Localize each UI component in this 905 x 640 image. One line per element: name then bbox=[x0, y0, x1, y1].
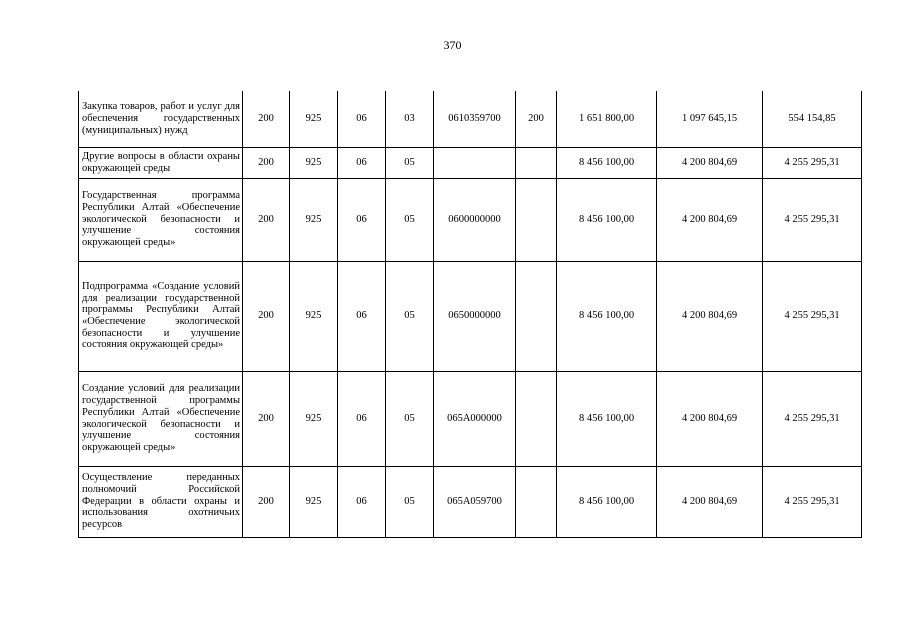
cell-code: 06 bbox=[338, 178, 386, 261]
cell-code: 06 bbox=[338, 371, 386, 466]
cell-code bbox=[516, 371, 557, 466]
cell-code: 0650000000 bbox=[434, 261, 516, 371]
cell-code: 06 bbox=[338, 147, 386, 178]
table-row bbox=[79, 261, 862, 371]
cell-code: 200 bbox=[243, 261, 290, 371]
cell-code: 925 bbox=[290, 147, 338, 178]
row-description: Подпрограмма «Создание условий для реализации государственной программы Республики Алтай «Обеспечение экологической безопасности и улучшение состояния окружающей среды» bbox=[79, 261, 243, 371]
cell-code: 925 bbox=[290, 466, 338, 537]
table-row bbox=[79, 178, 862, 261]
cell-amount: 4 200 804,69 bbox=[657, 371, 763, 466]
cell-code: 06 bbox=[338, 261, 386, 371]
cell-amount: 1 651 800,00 bbox=[557, 91, 657, 147]
cell-code: 925 bbox=[290, 178, 338, 261]
table-row bbox=[79, 371, 862, 466]
cell-amount: 4 255 295,31 bbox=[763, 261, 862, 371]
cell-amount: 4 255 295,31 bbox=[763, 371, 862, 466]
cell-code bbox=[516, 147, 557, 178]
cell-amount: 4 200 804,69 bbox=[657, 261, 763, 371]
cell-code: 05 bbox=[386, 147, 434, 178]
cell-amount: 8 456 100,00 bbox=[557, 147, 657, 178]
cell-amount: 4 255 295,31 bbox=[763, 466, 862, 537]
cell-amount: 4 200 804,69 bbox=[657, 147, 763, 178]
cell-code: 05 bbox=[386, 371, 434, 466]
row-description: Создание условий для реализации государственной программы Республики Алтай «Обеспечение экологической безопасности и улучшение состояния окружающей среды» bbox=[79, 371, 243, 466]
cell-code: 200 bbox=[516, 91, 557, 147]
cell-code: 925 bbox=[290, 91, 338, 147]
row-description: Осуществление переданных полномочий Российской Федерации в области охраны и использования охотничьих ресурсов bbox=[79, 466, 243, 537]
budget-table bbox=[78, 91, 862, 538]
cell-code: 065А059700 bbox=[434, 466, 516, 537]
cell-code: 05 bbox=[386, 466, 434, 537]
cell-amount: 8 456 100,00 bbox=[557, 371, 657, 466]
cell-code: 05 bbox=[386, 178, 434, 261]
row-description: Другие вопросы в области охраны окружающей среды bbox=[79, 147, 243, 178]
cell-code bbox=[516, 178, 557, 261]
cell-amount: 8 456 100,00 bbox=[557, 178, 657, 261]
table-row bbox=[79, 466, 862, 537]
cell-code: 065А000000 bbox=[434, 371, 516, 466]
cell-code bbox=[434, 147, 516, 178]
table-row bbox=[79, 147, 862, 178]
cell-code: 03 bbox=[386, 91, 434, 147]
cell-code: 0610359700 bbox=[434, 91, 516, 147]
cell-amount: 4 200 804,69 bbox=[657, 178, 763, 261]
cell-amount: 4 255 295,31 bbox=[763, 147, 862, 178]
cell-code: 925 bbox=[290, 371, 338, 466]
cell-amount: 554 154,85 bbox=[763, 91, 862, 147]
cell-amount: 4 200 804,69 bbox=[657, 466, 763, 537]
cell-code: 200 bbox=[243, 147, 290, 178]
row-description: Закупка товаров, работ и услуг для обеспечения государственных (муниципальных) нужд bbox=[79, 91, 243, 147]
page-number: 370 bbox=[443, 38, 462, 52]
cell-code bbox=[516, 261, 557, 371]
cell-code: 200 bbox=[243, 466, 290, 537]
table-row bbox=[79, 91, 862, 147]
cell-code: 0600000000 bbox=[434, 178, 516, 261]
cell-code: 06 bbox=[338, 91, 386, 147]
cell-code: 200 bbox=[243, 91, 290, 147]
cell-code bbox=[516, 466, 557, 537]
cell-amount: 8 456 100,00 bbox=[557, 466, 657, 537]
cell-amount: 1 097 645,15 bbox=[657, 91, 763, 147]
cell-code: 05 bbox=[386, 261, 434, 371]
cell-amount: 4 255 295,31 bbox=[763, 178, 862, 261]
cell-amount: 8 456 100,00 bbox=[557, 261, 657, 371]
cell-code: 200 bbox=[243, 178, 290, 261]
cell-code: 200 bbox=[243, 371, 290, 466]
row-description: Государственная программа Республики Алтай «Обеспечение экологической безопасности и улучшение состояния окружающей среды» bbox=[79, 178, 243, 261]
cell-code: 06 bbox=[338, 466, 386, 537]
cell-code: 925 bbox=[290, 261, 338, 371]
